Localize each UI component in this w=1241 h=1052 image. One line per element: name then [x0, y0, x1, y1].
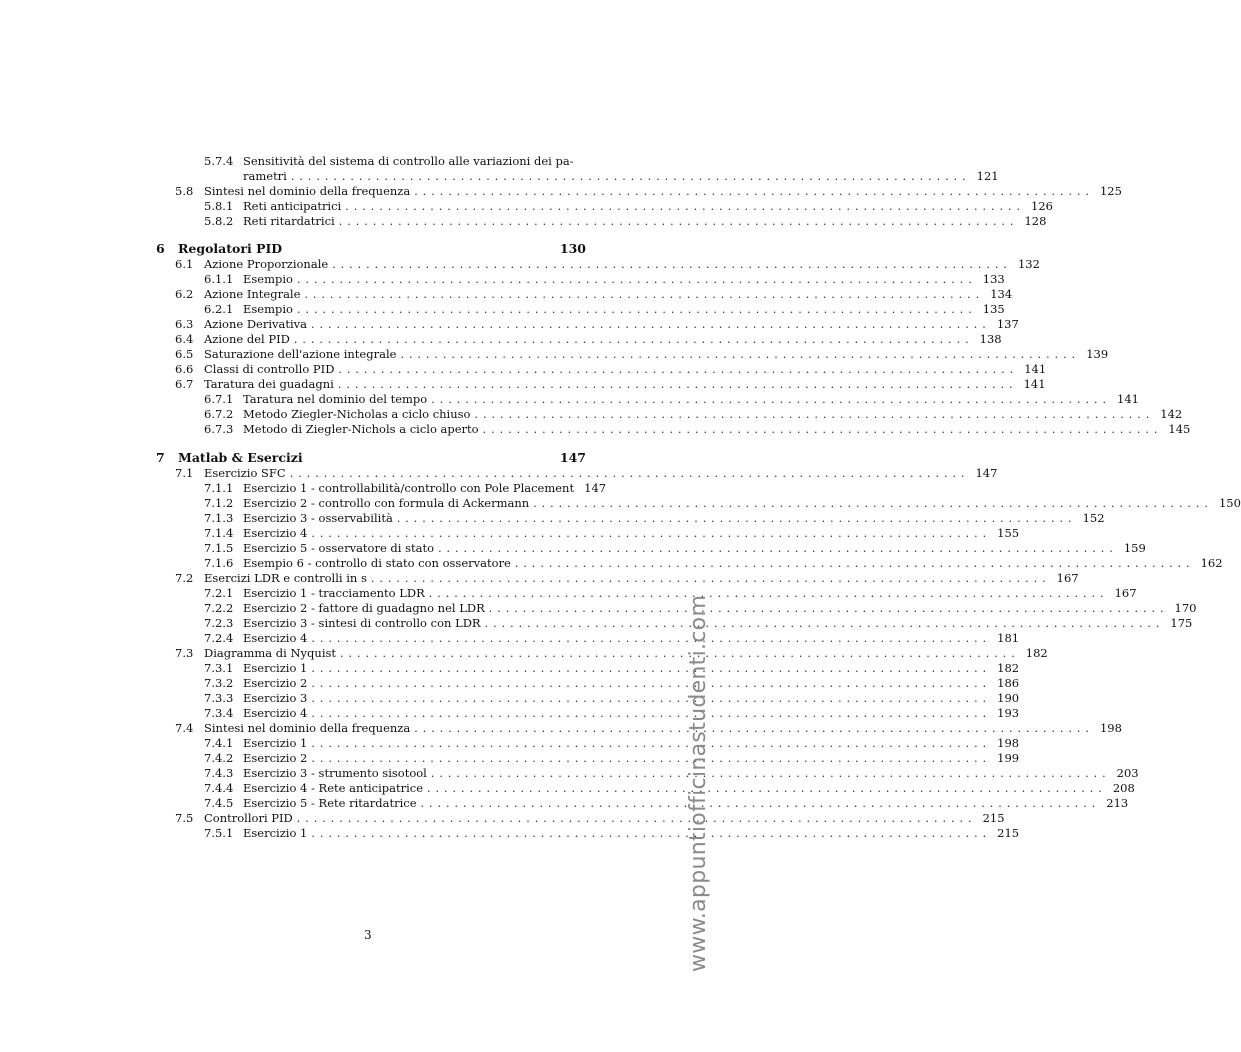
toc-number: 7.1.2 [204, 496, 234, 510]
toc-page-number: 145 [1168, 422, 1191, 436]
toc-page-number: 170 [1174, 601, 1197, 615]
toc-title: Azione Derivativa [204, 317, 308, 331]
toc-number: 6.2.1 [204, 302, 234, 316]
toc-title: Esempio [243, 302, 293, 316]
toc-title: Controllori PID [204, 811, 293, 825]
toc-page-number: 213 [1106, 796, 1129, 810]
toc-number: 7.2 [175, 571, 194, 585]
toc-entry [175, 347, 1109, 362]
toc-leader-dots: ................................................................................ [488, 602, 1169, 615]
toc-leader-dots: ................................................................................ [431, 393, 1111, 406]
toc-entry [204, 511, 1105, 526]
toc-number: 6 [156, 241, 165, 256]
toc-title: Matlab & Esercizi [178, 450, 303, 465]
toc-entry [175, 466, 998, 481]
toc-page-number: 141 [1023, 377, 1046, 391]
toc-title: Reti anticipatrici [243, 199, 342, 213]
toc-number: 7.3.2 [204, 676, 234, 690]
toc-leader-dots: ................................................................................ [400, 348, 1081, 361]
toc-page-number: 203 [1116, 766, 1139, 780]
toc-entry [204, 631, 1020, 646]
toc-title: Regolatori PID [178, 241, 283, 256]
toc-entry [204, 154, 586, 169]
toc-title: Esercizio 2 [243, 676, 308, 690]
toc-leader-dots: ................................................................................ [427, 782, 1107, 795]
toc-title: Esercizio 4 - Rete anticipatrice [243, 781, 424, 795]
toc-page-number: 182 [1025, 646, 1048, 660]
toc-title: Esercizio 3 [243, 691, 308, 705]
toc-entry [204, 481, 607, 496]
toc-leader-dots: ................................................................................ [311, 692, 992, 705]
toc-title: Metodo Ziegler-Nicholas a ciclo chiuso [243, 407, 471, 421]
toc-leader-dots: ................................................................................ [311, 737, 992, 750]
toc-page-number: 138 [979, 332, 1002, 346]
toc-title: Esercizio 4 [243, 526, 308, 540]
toc-page-number: 159 [1123, 541, 1146, 555]
toc-leader-dots: ................................................................................ [311, 527, 992, 540]
toc-entry [175, 362, 1047, 377]
toc-leader-dots: ................................................................................ [337, 378, 1018, 391]
toc-number: 6.3 [175, 317, 194, 331]
toc-number: 7.1.1 [204, 481, 234, 495]
toc-title: Saturazione dell'azione integrale [204, 347, 397, 361]
toc-title: Esercizio 3 - sintesi di controllo con LDR [243, 616, 481, 630]
toc-entry [204, 691, 1020, 706]
toc-number: 7.4.1 [204, 736, 234, 750]
toc-number: 7.3.3 [204, 691, 234, 705]
toc-title: Diagramma di Nyquist [204, 646, 337, 660]
toc-number: 7.1.5 [204, 541, 234, 555]
toc-number: 7.3 [175, 646, 194, 660]
toc-number: 6.7.3 [204, 422, 234, 436]
toc-entry [204, 541, 1146, 556]
toc-title: Azione Proporzionale [204, 257, 329, 271]
toc-number: 5.8 [175, 184, 194, 198]
toc-entry [175, 332, 1002, 347]
toc-page-number: 137 [996, 317, 1019, 331]
toc-entry [175, 257, 1040, 272]
toc-title: Sintesi nel dominio della frequenza [204, 184, 411, 198]
toc-number: 6.7.1 [204, 392, 234, 406]
toc-title: Esempio [243, 272, 293, 286]
toc-page-number: 134 [990, 287, 1013, 301]
toc-number: 7.4.2 [204, 751, 234, 765]
toc-title: Esercizio 5 - osservatore di stato [243, 541, 435, 555]
toc-title: Esercizio 4 [243, 631, 308, 645]
toc-leader-dots: ................................................................................ [430, 767, 1111, 780]
toc-leader-dots: ................................................................................ [296, 303, 977, 316]
toc-page-number: 215 [997, 826, 1020, 840]
toc-leader-dots: ................................................................................ [396, 512, 1077, 525]
toc-page-number: 141 [1024, 362, 1047, 376]
toc-page-number: 199 [997, 751, 1020, 765]
toc-number: 7.1.6 [204, 556, 234, 570]
toc-entry [175, 184, 1122, 199]
toc-title: Sensitività del sistema di controllo alle variazioni dei pa- [243, 154, 574, 168]
toc-number: 7.1.4 [204, 526, 234, 540]
toc-title: Reti ritardatrici [243, 214, 335, 228]
toc-number: 7.4 [175, 721, 194, 735]
toc-entry [204, 826, 1020, 841]
toc-page-number: 121 [976, 169, 999, 183]
toc-number: 7.3.1 [204, 661, 234, 675]
toc-number: 7.1.3 [204, 511, 234, 525]
toc-title: Esercizio SFC [204, 466, 286, 480]
toc-number: 6.4 [175, 332, 194, 346]
toc-entry [204, 661, 1020, 676]
toc-title: Taratura nel dominio del tempo [243, 392, 428, 406]
toc-entry [204, 676, 1020, 691]
toc-entry [204, 392, 1139, 407]
toc-entry [175, 377, 1046, 392]
toc-title: Esercizio 2 [243, 751, 308, 765]
toc-leader-dots: ................................................................................ [311, 707, 992, 720]
toc-page-number: 190 [997, 691, 1020, 705]
toc-title: Esercizio 4 [243, 706, 308, 720]
toc-title: Esercizio 1 [243, 826, 308, 840]
toc-page-number: 198 [997, 736, 1020, 750]
toc-leader-dots: ................................................................................ [311, 677, 992, 690]
toc-number: 5.8.2 [204, 214, 234, 228]
toc-number: 6.7.2 [204, 407, 234, 421]
toc-number: 6.1 [175, 257, 194, 271]
toc-entry [204, 302, 1005, 317]
toc-leader-dots: ................................................................................ [311, 752, 992, 765]
toc-leader-dots: ................................................................................ [370, 572, 1051, 585]
toc-page-number: 186 [997, 676, 1020, 690]
toc-entry [204, 526, 1020, 541]
toc-page-number: 142 [1160, 407, 1183, 421]
toc-page-number: 147 [975, 466, 998, 480]
toc-leader-dots: ................................................................................ [296, 273, 977, 286]
toc-number: 7.1 [175, 466, 194, 480]
toc-number: 7.2.4 [204, 631, 234, 645]
toc-entry [175, 646, 1048, 661]
toc-entry [175, 287, 1013, 302]
toc-leader-dots: ................................................................................ [296, 812, 977, 825]
toc-entry [204, 781, 1135, 796]
toc-leader-dots: ................................................................................ [290, 170, 971, 183]
toc-entry [204, 766, 1139, 781]
toc-title: Esercizio 3 - osservabilità [243, 511, 393, 525]
toc-number: 7.4.5 [204, 796, 234, 810]
toc-number: 7.3.4 [204, 706, 234, 720]
toc-page-number: 162 [1200, 556, 1223, 570]
toc-number: 6.6 [175, 362, 194, 376]
toc-number: 7.5.1 [204, 826, 234, 840]
toc-page-number: 150 [1218, 496, 1241, 510]
toc-title: Esercizio 2 - controllo con formula di Ackermann [243, 496, 530, 510]
toc-number: 7.2.1 [204, 586, 234, 600]
toc-number: 7.4.4 [204, 781, 234, 795]
toc-leader-dots: ................................................................................ [289, 467, 970, 480]
toc-number: 6.7 [175, 377, 194, 391]
toc-page-number: 141 [1117, 392, 1139, 406]
toc-title: Azione del PID [204, 332, 290, 346]
toc-number: 7 [156, 450, 165, 465]
toc-number: 5.8.1 [204, 199, 234, 213]
toc-leader-dots: ................................................................................ [484, 617, 1165, 630]
toc-entry [204, 616, 1193, 631]
toc-entry [204, 736, 1020, 751]
toc-title: Esercizio 1 - tracciamento LDR [243, 586, 425, 600]
toc-page-number: 147 [584, 481, 607, 495]
toc-entry [175, 571, 1079, 586]
toc-leader-dots: ................................................................................ [420, 797, 1101, 810]
toc-number: 6.2 [175, 287, 194, 301]
toc-entry [204, 601, 1197, 616]
toc-leader-dots: ................................................................................ [311, 632, 992, 645]
toc-title: Taratura dei guadagni [204, 377, 334, 391]
toc-page-number: 125 [1099, 184, 1122, 198]
toc-page-number: 181 [997, 631, 1020, 645]
toc-leader-dots: ................................................................................ [474, 408, 1155, 421]
toc-number: 6.5 [175, 347, 194, 361]
toc-entry [204, 199, 1053, 214]
toc-title: Azione Integrale [204, 287, 301, 301]
toc-page-number: 135 [982, 302, 1005, 316]
toc-leader-dots: ................................................................................ [482, 423, 1163, 436]
toc-entry [204, 169, 999, 184]
toc-page-number: 132 [1017, 257, 1040, 271]
toc-page-number: 193 [997, 706, 1020, 720]
toc-number: 7.4.3 [204, 766, 234, 780]
toc-leader-dots: ................................................................................ [338, 215, 1019, 228]
toc-leader-dots: ................................................................................ [293, 333, 974, 346]
toc-page-number: 152 [1082, 511, 1105, 525]
page-number: 3 [364, 928, 372, 942]
toc-chapter [156, 450, 586, 465]
toc-leader-dots: ................................................................................ [533, 497, 1213, 510]
toc-leader-dots: ................................................................................ [414, 722, 1094, 735]
toc-number: 7.2.2 [204, 601, 234, 615]
toc-page-number: 208 [1112, 781, 1135, 795]
toc-number: 5.7.4 [204, 154, 234, 168]
toc-entry [204, 214, 1047, 229]
toc-page-number: 198 [1099, 721, 1122, 735]
toc-page-number: 182 [997, 661, 1020, 675]
toc-leader-dots: ................................................................................ [311, 662, 992, 675]
toc-entry [175, 811, 1005, 826]
toc-entry [175, 721, 1122, 736]
toc-leader-dots: ................................................................................ [338, 363, 1019, 376]
toc-entry [204, 407, 1183, 422]
toc-title: Classi di controllo PID [204, 362, 335, 376]
toc-entry [175, 317, 1019, 332]
toc-title: Esercizio 1 [243, 736, 308, 750]
toc-number: 7.5 [175, 811, 194, 825]
toc-page-number: 167 [1056, 571, 1079, 585]
toc-entry [204, 796, 1129, 811]
toc-page-number: 175 [1170, 616, 1193, 630]
toc-title: Sintesi nel dominio della frequenza [204, 721, 411, 735]
toc-page-number: 215 [982, 811, 1005, 825]
toc-entry [204, 556, 1223, 571]
toc-page-number: 167 [1114, 586, 1137, 600]
toc-entry [204, 272, 1005, 287]
toc-entry [204, 706, 1020, 721]
toc-leader-dots: ................................................................................ [438, 542, 1118, 555]
toc-chapter [156, 241, 586, 256]
toc-page-number: 128 [1024, 214, 1047, 228]
toc-title: Esercizi LDR e controlli in s [204, 571, 367, 585]
toc-leader-dots: ................................................................................ [311, 827, 992, 840]
toc-page-number: 147 [559, 450, 586, 465]
toc-title: Esercizio 5 - Rete ritardatrice [243, 796, 417, 810]
toc-leader-dots: ................................................................................ [311, 318, 991, 331]
toc-page-number: 155 [997, 526, 1020, 540]
toc-title: Esercizio 3 - strumento sisotool [243, 766, 427, 780]
toc-leader-dots: ................................................................................ [340, 647, 1020, 660]
toc-entry [204, 751, 1020, 766]
toc-title: Esercizio 1 [243, 661, 308, 675]
toc-page-number: 130 [559, 241, 586, 256]
toc-entry [204, 586, 1137, 601]
toc-leader-dots: ................................................................................ [345, 200, 1025, 213]
toc-page-number: 126 [1031, 199, 1053, 213]
toc-title: rametri [243, 169, 287, 183]
toc-number: 7.2.3 [204, 616, 234, 630]
toc-leader-dots: ................................................................................ [332, 258, 1012, 271]
toc-leader-dots: ................................................................................ [414, 185, 1094, 198]
toc-page-number: 139 [1086, 347, 1109, 361]
toc-title: Metodo di Ziegler-Nichols a ciclo aperto [243, 422, 479, 436]
toc-leader-dots: ................................................................................ [304, 288, 985, 301]
toc-entry [204, 422, 1191, 437]
toc-number: 6.1.1 [204, 272, 234, 286]
watermark: www.appuntiofficinastudenti.com [686, 594, 711, 972]
toc-leader-dots: ................................................................................ [428, 587, 1109, 600]
toc-page-number: 133 [982, 272, 1005, 286]
toc-leader-dots: ................................................................................ [514, 557, 1195, 570]
toc-entry [204, 496, 1241, 511]
toc-title: Esercizio 1 - controllabilità/controllo con Pole Placement [243, 481, 575, 495]
toc-title: Esercizio 2 - fattore di guadagno nel LDR [243, 601, 485, 615]
toc-title: Esempio 6 - controllo di stato con osservatore [243, 556, 511, 570]
